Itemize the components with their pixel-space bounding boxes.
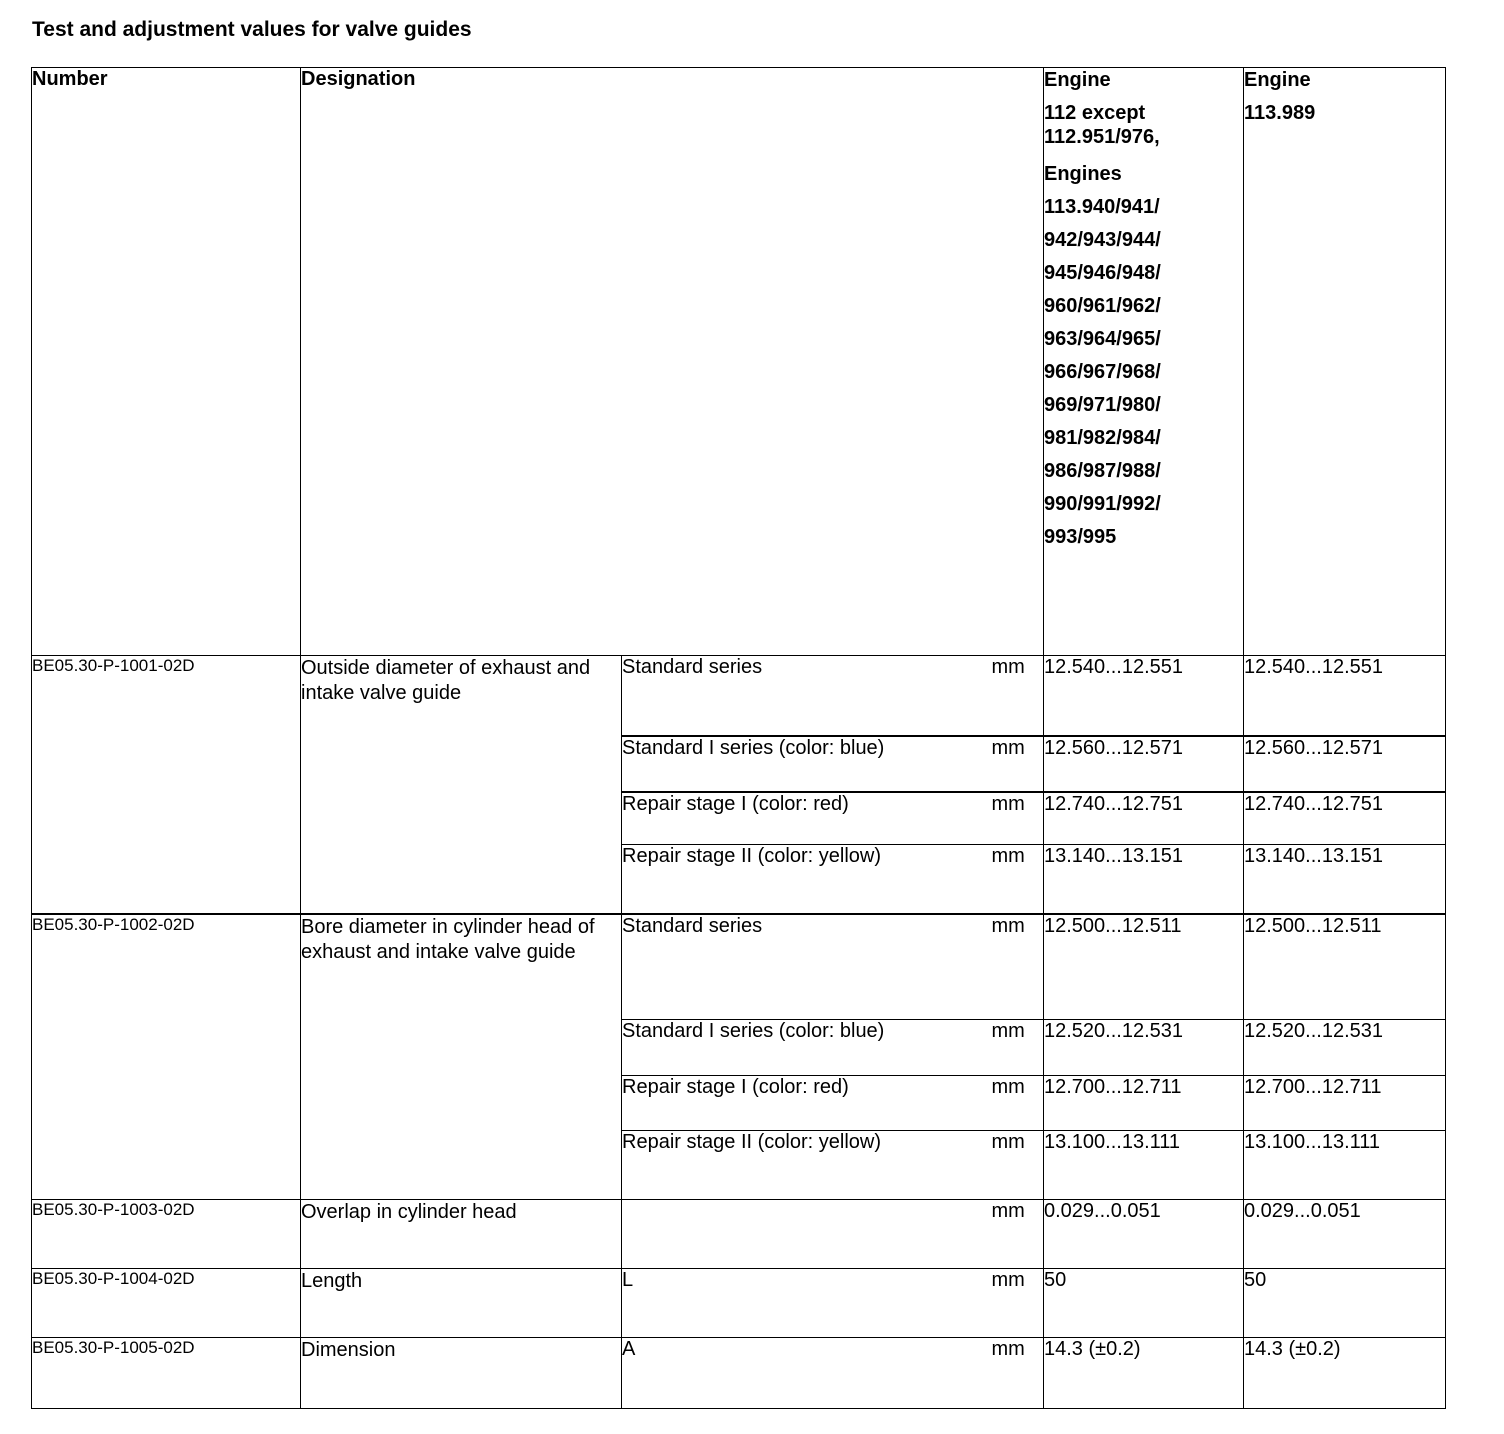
spec-unit: mm xyxy=(992,1269,1044,1338)
header-engine-1-line: 990/991/992/ xyxy=(1044,493,1161,515)
spec-variant: Standard series xyxy=(622,914,992,1020)
spec-designation: Bore diameter in cylinder head of exhaust and intake valve guide xyxy=(301,914,622,1200)
table-row xyxy=(32,656,1446,736)
table-row xyxy=(32,1269,1446,1338)
spec-unit: mm xyxy=(992,656,1044,736)
header-engine-1-line: 981/982/984/ xyxy=(1044,427,1161,449)
spec-value-engine-2: 14.3 (±0.2) xyxy=(1244,1338,1446,1409)
header-engine-1 xyxy=(1044,68,1244,656)
spec-value-engine-2: 50 xyxy=(1244,1269,1446,1338)
header-designation: Designation xyxy=(301,68,1044,656)
spec-number: BE05.30-P-1001-02D xyxy=(32,656,301,914)
spec-value-engine-1: 50 xyxy=(1044,1269,1244,1338)
header-engine-1-line: 966/967/968/ xyxy=(1044,361,1161,383)
spec-value-engine-2: 12.740...12.751 xyxy=(1244,792,1446,845)
spec-value-engine-1: 12.540...12.551 xyxy=(1044,656,1244,736)
table-row xyxy=(32,1200,1446,1269)
header-engine-1-line: 945/946/948/ xyxy=(1044,262,1161,284)
spec-value-engine-1: 13.100...13.111 xyxy=(1044,1131,1244,1200)
header-engine-1-line: 993/995 xyxy=(1044,526,1117,548)
spec-number: BE05.30-P-1002-02D xyxy=(32,914,301,1200)
spec-variant: Repair stage I (color: red) xyxy=(622,1076,992,1131)
spec-number: BE05.30-P-1005-02D xyxy=(32,1338,301,1409)
spec-value-engine-2: 12.500...12.511 xyxy=(1244,914,1446,1020)
spec-designation: Outside diameter of exhaust and intake valve guide xyxy=(301,656,622,914)
spec-unit: mm xyxy=(992,792,1044,845)
spec-variant: Repair stage II (color: yellow) xyxy=(622,1131,992,1200)
spec-unit: mm xyxy=(992,1200,1044,1269)
header-engine-1-line: 960/961/962/ xyxy=(1044,295,1161,317)
spec-value-engine-2: 13.140...13.151 xyxy=(1244,845,1446,914)
spec-value-engine-1: 12.520...12.531 xyxy=(1044,1020,1244,1076)
spec-variant: Standard series xyxy=(622,656,992,736)
page-title: Test and adjustment values for valve guides xyxy=(32,18,472,41)
spec-variant: Repair stage I (color: red) xyxy=(622,792,992,845)
spec-value-engine-2: 0.029...0.051 xyxy=(1244,1200,1446,1269)
header-engine-1-line: 963/964/965/ xyxy=(1044,328,1161,350)
spec-value-engine-1: 12.560...12.571 xyxy=(1044,736,1244,792)
header-engine-2-line: Engine xyxy=(1244,69,1311,91)
header-engine-1-line: 942/943/944/ xyxy=(1044,229,1161,251)
table-row xyxy=(32,1338,1446,1409)
spec-value-engine-1: 12.500...12.511 xyxy=(1044,914,1244,1020)
header-row xyxy=(32,68,1446,656)
valve-guide-spec-table xyxy=(31,67,1446,1409)
spec-unit: mm xyxy=(992,914,1044,1020)
header-engine-1-line: 969/971/980/ xyxy=(1044,394,1161,416)
table-row xyxy=(32,914,1446,1020)
header-engine-1-line: 986/987/988/ xyxy=(1044,460,1161,482)
spec-number: BE05.30-P-1003-02D xyxy=(32,1200,301,1269)
header-engine-2-line: 113.989 xyxy=(1244,102,1316,124)
spec-designation: Dimension xyxy=(301,1338,622,1409)
spec-designation: Overlap in cylinder head xyxy=(301,1200,622,1269)
header-engine-1-line: 113.940/941/ xyxy=(1044,196,1160,218)
header-engine-1-line: 112.951/976, xyxy=(1044,126,1160,148)
spec-unit: mm xyxy=(992,1020,1044,1076)
spec-value-engine-2: 12.700...12.711 xyxy=(1244,1076,1446,1131)
header-engine-1-line: Engines xyxy=(1044,163,1122,185)
spec-value-engine-1: 14.3 (±0.2) xyxy=(1044,1338,1244,1409)
header-engine-1-line: Engine xyxy=(1044,69,1111,91)
spec-unit: mm xyxy=(992,1131,1044,1200)
spec-variant: Repair stage II (color: yellow) xyxy=(622,845,992,914)
spec-value-engine-1: 13.140...13.151 xyxy=(1044,845,1244,914)
header-engine-2 xyxy=(1244,68,1446,656)
spec-variant xyxy=(622,1200,992,1269)
spec-value-engine-1: 0.029...0.051 xyxy=(1044,1200,1244,1269)
spec-variant: A xyxy=(622,1338,992,1409)
spec-unit: mm xyxy=(992,845,1044,914)
spec-unit: mm xyxy=(992,1338,1044,1409)
spec-variant: Standard I series (color: blue) xyxy=(622,1020,992,1076)
header-number: Number xyxy=(32,68,301,656)
spec-designation: Length xyxy=(301,1269,622,1338)
spec-value-engine-2: 12.520...12.531 xyxy=(1244,1020,1446,1076)
spec-variant: L xyxy=(622,1269,992,1338)
spec-variant: Standard I series (color: blue) xyxy=(622,736,992,792)
spec-value-engine-2: 12.560...12.571 xyxy=(1244,736,1446,792)
spec-unit: mm xyxy=(992,1076,1044,1131)
spec-value-engine-1: 12.700...12.711 xyxy=(1044,1076,1244,1131)
spec-value-engine-2: 12.540...12.551 xyxy=(1244,656,1446,736)
spec-value-engine-1: 12.740...12.751 xyxy=(1044,792,1244,845)
header-engine-1-line: 112 except xyxy=(1044,102,1146,124)
spec-number: BE05.30-P-1004-02D xyxy=(32,1269,301,1338)
spec-value-engine-2: 13.100...13.111 xyxy=(1244,1131,1446,1200)
spec-unit: mm xyxy=(992,736,1044,792)
